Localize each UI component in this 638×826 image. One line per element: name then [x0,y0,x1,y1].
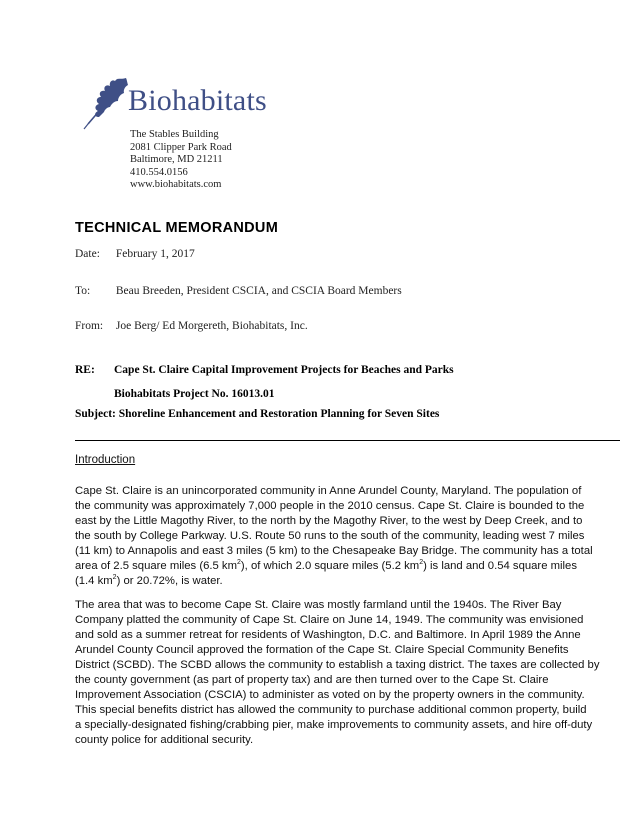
paragraph-line: the south by College Parkway. U.S. Route 50 runs to the south of the community, leading west 7 miles [75,530,585,542]
introduction-heading: Introduction [75,454,136,466]
date-label: Date: [75,248,100,260]
paragraph-line: east by the Little Magothy River, to the north by the Magothy River, to the west by Deep Creek, and to [75,515,583,527]
paragraph-line: the county government (as part of property tax) and are then turned over to the Cape St. Claire [75,674,549,686]
paragraph-line [75,559,575,574]
paragraph-line: Company platted the community of Cape St. Claire on June 14, 1949. The community was envisioned [75,614,584,626]
company-address [130,129,232,192]
paragraph-line: and sold as a summer retreat for residents of Washington, D.C. and Baltimore. In April 1989 the Anne [75,629,581,641]
superscript: 2 [237,559,241,567]
date-field [75,248,195,260]
re-project-number: Biohabitats Project No. 16013.01 [114,388,275,400]
date-value: February 1, 2017 [115,248,195,260]
address-phone: 410.554.0156 [130,166,188,178]
paragraph-line: Improvement Association (CSCIA) to administer as voted on by the property owners in the community. [75,689,585,701]
paragraph-line: Arundel County Council approved the formation of the Cape St. Claire Special Community Benefits [75,644,569,656]
paragraph-line: (11 km) to Annapolis and east 3 miles (5 km) to the Chesapeake Bay Bridge. The community has a total [75,545,593,557]
to-value: Beau Breeden, President CSCIA, and CSCIA Board Members [115,285,402,297]
introduction-paragraph-1 [75,484,593,589]
address-line: The Stables Building [130,129,219,140]
from-field [75,320,308,332]
paragraph-line: Cape St. Claire is an unincorporated community in Anne Arundel County, Maryland. The population of [75,485,582,497]
text-run: ), of which 2.0 square miles (5.2 km [240,560,420,572]
text-run: ) is land and 0.54 square miles [423,560,577,572]
address-line: Baltimore, MD 21211 [130,154,223,165]
to-field [75,285,402,297]
address-line: 2081 Clipper Park Road [130,141,232,153]
paragraph-line: The area that was to become Cape St. Claire was mostly farmland until the 1940s. The River Bay [75,599,562,611]
text-run: area of 2.5 square miles (6.5 km [75,560,237,572]
re-title: Cape St. Claire Capital Improvement Projects for Beaches and Parks [114,364,454,376]
paragraph-line: District (SCBD). The SCBD allows the community to establish a taxing district. The taxes are collected by [75,659,600,671]
horizontal-divider [75,440,620,441]
superscript: 2 [419,559,424,567]
subject-line: Subject: Shoreline Enhancement and Restoration Planning for Seven Sites [75,408,440,420]
text-run: ) or 20.72%, is water. [116,575,223,587]
address-website: www.biohabitats.com [130,179,222,190]
company-logo [82,74,282,132]
from-value: Joe Berg/ Ed Morgereth, Biohabitats, Inc. [115,320,308,332]
paragraph-line: county police for additional security. [75,734,254,746]
memo-title: TECHNICAL MEMORANDUM [75,220,279,236]
from-label: From: [75,320,104,332]
superscript: 2 [112,574,117,582]
to-label: To: [75,285,91,297]
logo-wordmark: Biohabitats [128,84,267,117]
paragraph-line: This special benefits district has allowed the community to purchase additional common property, build [75,704,587,716]
re-label: RE: [75,364,95,376]
introduction-paragraph-2 [75,598,600,748]
oak-leaf-icon [82,74,130,132]
paragraph-line: the community was approximately 7,000 people in the 2010 census. Cape St. Claire is bounded to the [75,500,585,512]
paragraph-line: a specially-designated fishing/crabbing pier, make improvements to community assets, and hire off-duty [75,719,593,731]
paragraph-line [75,574,575,589]
text-run: (1.4 km [75,575,113,587]
